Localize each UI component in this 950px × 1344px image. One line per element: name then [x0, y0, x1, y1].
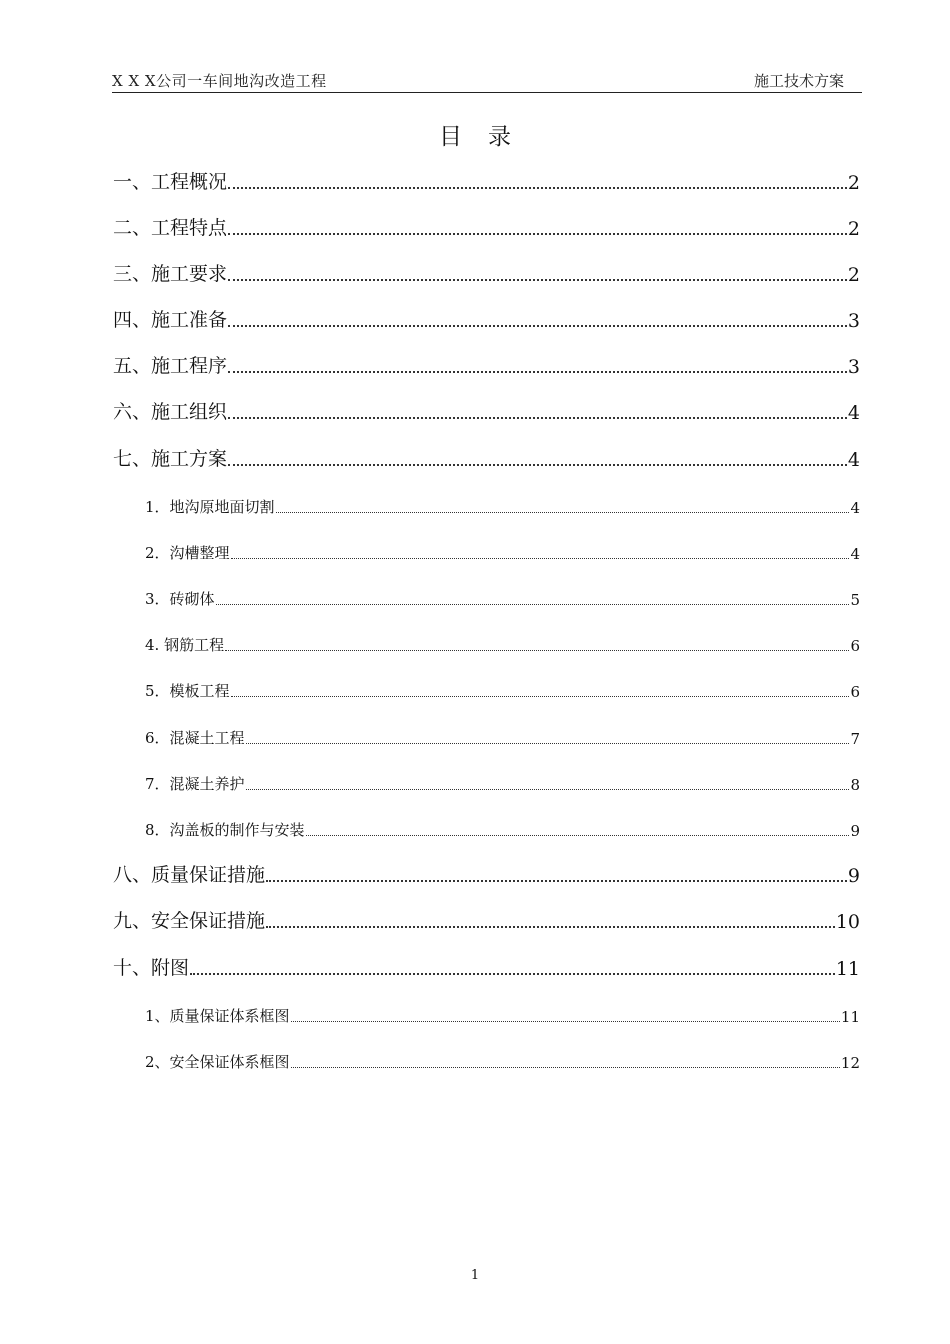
- toc-entry-page: 12: [840, 1054, 860, 1072]
- toc-entry-page: 11: [835, 958, 860, 980]
- toc-entry[interactable]: [145, 543, 860, 563]
- toc-entry[interactable]: [145, 1052, 860, 1072]
- toc-dot-leader: [231, 558, 850, 559]
- toc-dot-leader: [231, 696, 850, 697]
- toc-entry-page: 9: [850, 822, 860, 840]
- toc-entry[interactable]: [113, 447, 860, 471]
- toc-entry-page: 4: [847, 449, 860, 471]
- toc-dot-leader: [228, 187, 847, 189]
- page-number: 1: [470, 1268, 480, 1283]
- toc-dot-leader: [291, 1021, 840, 1022]
- toc-entry-label: 二、工程特点: [113, 217, 228, 239]
- toc-entry-page: 3: [847, 310, 860, 332]
- toc-entry[interactable]: [113, 170, 860, 194]
- toc-entry[interactable]: [145, 635, 860, 655]
- page-header: [112, 66, 862, 93]
- toc-dot-leader: [306, 835, 850, 836]
- toc-entry-label: 六、施工组织: [113, 401, 228, 423]
- toc-entry-page: 2: [847, 264, 860, 286]
- toc-entry-page: 4: [850, 545, 860, 563]
- toc-entry-label: 八、质量保证措施: [113, 864, 266, 886]
- toc-entry-page: 5: [850, 591, 860, 609]
- toc-entry[interactable]: [113, 308, 860, 332]
- toc-dot-leader: [228, 464, 847, 466]
- toc-entry[interactable]: [145, 728, 860, 748]
- toc-entry[interactable]: [113, 400, 860, 424]
- toc-entry-label: 四、施工准备: [113, 309, 228, 331]
- toc-dot-leader: [276, 512, 850, 513]
- toc-entry-page: 4: [850, 499, 860, 517]
- toc-entry-label: 3．砖砌体: [145, 590, 215, 608]
- toc-dot-leader: [266, 880, 847, 882]
- toc-title: 目录: [439, 124, 537, 150]
- toc-dot-leader: [216, 604, 850, 605]
- toc-entry-label: 5．模板工程: [145, 682, 230, 700]
- toc-dot-leader: [228, 417, 847, 419]
- header-project-name: X X X公司一车间地沟改造工程: [112, 72, 327, 90]
- toc-dot-leader: [246, 789, 850, 790]
- toc-dot-leader: [225, 650, 849, 651]
- toc-dot-leader: [228, 233, 847, 235]
- toc-dot-leader: [228, 371, 847, 373]
- toc-entry[interactable]: [145, 774, 860, 794]
- toc-entry-page: 10: [835, 911, 860, 933]
- toc-entry[interactable]: [145, 681, 860, 701]
- toc-entry-label: 7．混凝土养护: [145, 775, 245, 793]
- toc-entry-page: 11: [840, 1008, 860, 1026]
- toc-entry-page: 6: [850, 683, 860, 701]
- toc-entry-label: 2．沟槽整理: [145, 544, 230, 562]
- toc-entry[interactable]: [113, 354, 860, 378]
- toc-entry-label: 1．地沟原地面切割: [145, 498, 275, 516]
- toc-dot-leader: [228, 279, 847, 281]
- toc-entry-label: 8．沟盖板的制作与安装: [145, 821, 305, 839]
- toc-entry[interactable]: [113, 863, 860, 887]
- toc-dot-leader: [228, 325, 847, 327]
- toc-entry-page: 7: [850, 730, 860, 748]
- toc-entry[interactable]: [113, 909, 860, 933]
- toc-dot-leader: [291, 1067, 840, 1068]
- toc-entry-label: 1、质量保证体系框图: [145, 1007, 290, 1025]
- toc-entry[interactable]: [145, 820, 860, 840]
- toc-entry-label: 4. 钢筋工程: [145, 636, 225, 654]
- header-document-type: 施工技术方案: [753, 72, 844, 90]
- toc-entry-page: 8: [850, 776, 860, 794]
- toc-dot-leader: [246, 743, 850, 744]
- toc-entry-label: 七、施工方案: [113, 448, 228, 470]
- toc-entry-label: 一、工程概况: [113, 171, 228, 193]
- toc-entry[interactable]: [145, 497, 860, 517]
- toc-entry[interactable]: [113, 956, 860, 980]
- toc-dot-leader: [266, 926, 835, 928]
- toc-dot-leader: [190, 973, 835, 975]
- toc-entry-page: 2: [847, 172, 860, 194]
- toc-entry-label: 十、附图: [113, 957, 190, 979]
- toc-entry-label: 五、施工程序: [113, 355, 228, 377]
- toc-entry-page: 3: [847, 356, 860, 378]
- toc-entry-label: 2、安全保证体系框图: [145, 1053, 290, 1071]
- toc-entry-page: 2: [847, 218, 860, 240]
- toc-entry-page: 9: [847, 865, 860, 887]
- toc-entry[interactable]: [145, 1006, 860, 1026]
- toc-entry-page: 4: [847, 402, 860, 424]
- toc-entry-label: 九、安全保证措施: [113, 910, 266, 932]
- toc-entry[interactable]: [113, 216, 860, 240]
- toc-entry-label: 三、施工要求: [113, 263, 228, 285]
- toc-entry[interactable]: [113, 262, 860, 286]
- toc-entry[interactable]: [145, 589, 860, 609]
- toc-entry-label: 6．混凝土工程: [145, 729, 245, 747]
- toc-entry-page: 6: [850, 637, 860, 655]
